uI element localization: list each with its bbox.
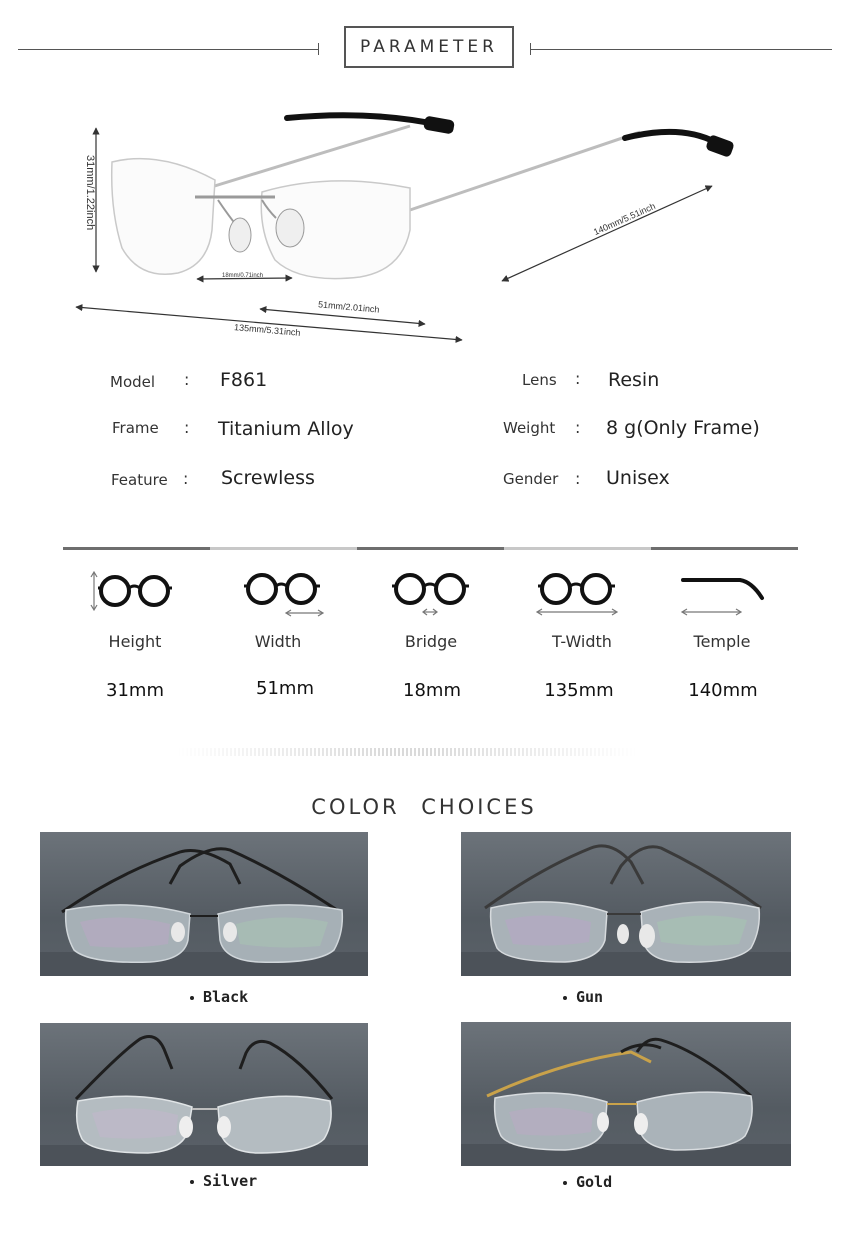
bridge-dimension-label: 18mm/0.71inch bbox=[222, 273, 264, 279]
spec-colon: : bbox=[575, 369, 581, 388]
black-frame-photo bbox=[40, 832, 368, 976]
gun-frame-glasses bbox=[461, 832, 791, 976]
spec-label-feature: Feature bbox=[111, 471, 168, 489]
measurement-label-bridge: Bridge bbox=[404, 632, 458, 651]
spec-value-frame: Titanium Alloy bbox=[218, 418, 354, 440]
temple-arm-back bbox=[195, 126, 410, 192]
temple-tip-front bbox=[625, 132, 715, 142]
gold-frame-glasses bbox=[461, 1022, 791, 1166]
bullet-icon bbox=[190, 996, 194, 1000]
temple-arrow bbox=[502, 186, 712, 281]
spec-value-weight: 8 g(Only Frame) bbox=[606, 417, 760, 439]
gun-frame-photo bbox=[461, 832, 791, 976]
color-name: Gun bbox=[576, 988, 604, 1006]
color-option-black[interactable] bbox=[190, 988, 248, 1006]
spec-colon: : bbox=[184, 418, 190, 437]
header-rule-left bbox=[18, 49, 318, 50]
gold-frame-photo bbox=[461, 1022, 791, 1166]
divider-segment bbox=[651, 547, 798, 550]
silver-frame-photo bbox=[40, 1023, 368, 1166]
height-dimension-label: 31mm/1.22inch bbox=[84, 155, 96, 231]
measurement-label-temple: Temple bbox=[693, 632, 751, 651]
spec-colon: : bbox=[575, 469, 581, 488]
width-dimension-label: 51mm/2.01inch bbox=[317, 299, 380, 315]
measurement-label-width: Width bbox=[254, 632, 302, 651]
spec-label-gender: Gender bbox=[503, 470, 559, 488]
bullet-icon bbox=[563, 996, 567, 1000]
color-name: Black bbox=[203, 988, 249, 1006]
spec-label-frame: Frame bbox=[112, 419, 159, 437]
temple-icon bbox=[680, 572, 770, 618]
color-choices-title: COLOR CHOICES bbox=[311, 795, 537, 819]
color-option-gold[interactable] bbox=[563, 1173, 612, 1191]
silver-frame-glasses bbox=[40, 1023, 368, 1166]
left-lens bbox=[112, 159, 215, 275]
divider-segment bbox=[210, 547, 357, 550]
spec-label-weight: Weight bbox=[503, 419, 556, 437]
black-frame-glasses bbox=[40, 832, 368, 976]
header-rule-right bbox=[530, 49, 832, 50]
measurement-label-height: Height bbox=[108, 632, 162, 651]
spec-value-gender: Unisex bbox=[606, 467, 670, 489]
measurement-value-width: 51mm bbox=[256, 678, 314, 699]
section-separator bbox=[178, 748, 638, 756]
color-name: Gold bbox=[576, 1173, 613, 1191]
temple-end-front bbox=[705, 134, 735, 158]
divider-segment bbox=[63, 547, 210, 550]
measurement-value-bridge: 18mm bbox=[403, 680, 461, 701]
spec-value-model: F861 bbox=[220, 369, 268, 391]
color-option-silver[interactable] bbox=[190, 1172, 257, 1190]
measurement-value-twidth: 135mm bbox=[544, 680, 614, 701]
spec-value-feature: Screwless bbox=[221, 467, 315, 489]
spec-colon: : bbox=[575, 418, 581, 437]
spec-colon: : bbox=[184, 370, 190, 389]
total-width-dimension-label: 135mm/5.31inch bbox=[233, 322, 301, 338]
measurement-label-twidth: T-Width bbox=[552, 632, 612, 651]
temple-end-back bbox=[423, 116, 455, 135]
nose-pad-left bbox=[229, 218, 251, 252]
nose-pad-right bbox=[276, 209, 304, 247]
measurement-value-height: 31mm bbox=[106, 680, 164, 701]
temple-arm-front bbox=[410, 132, 640, 210]
divider-segment bbox=[504, 547, 651, 550]
spec-label-model: Model bbox=[110, 373, 156, 391]
temple-dimension-label: 140mm/5.51inch bbox=[592, 200, 657, 238]
header-tick-left bbox=[318, 43, 319, 55]
color-name: Silver bbox=[203, 1172, 258, 1190]
bullet-icon bbox=[563, 1181, 567, 1185]
spec-label-lens: Lens bbox=[522, 371, 557, 389]
bridge-glasses-icon bbox=[388, 568, 480, 620]
measurement-value-temple: 140mm bbox=[688, 680, 758, 701]
spec-colon: : bbox=[183, 469, 189, 488]
width-glasses-icon bbox=[240, 568, 332, 620]
spec-value-lens: Resin bbox=[608, 369, 660, 391]
page-title: PARAMETER bbox=[344, 26, 514, 68]
divider-segment bbox=[357, 547, 504, 550]
total-width-glasses-icon bbox=[534, 568, 626, 620]
height-glasses-icon bbox=[86, 568, 178, 614]
bullet-icon bbox=[190, 1180, 194, 1184]
glasses-dimension-diagram bbox=[0, 80, 848, 360]
temple-tip-back bbox=[287, 115, 440, 125]
color-option-gun[interactable] bbox=[563, 988, 603, 1006]
